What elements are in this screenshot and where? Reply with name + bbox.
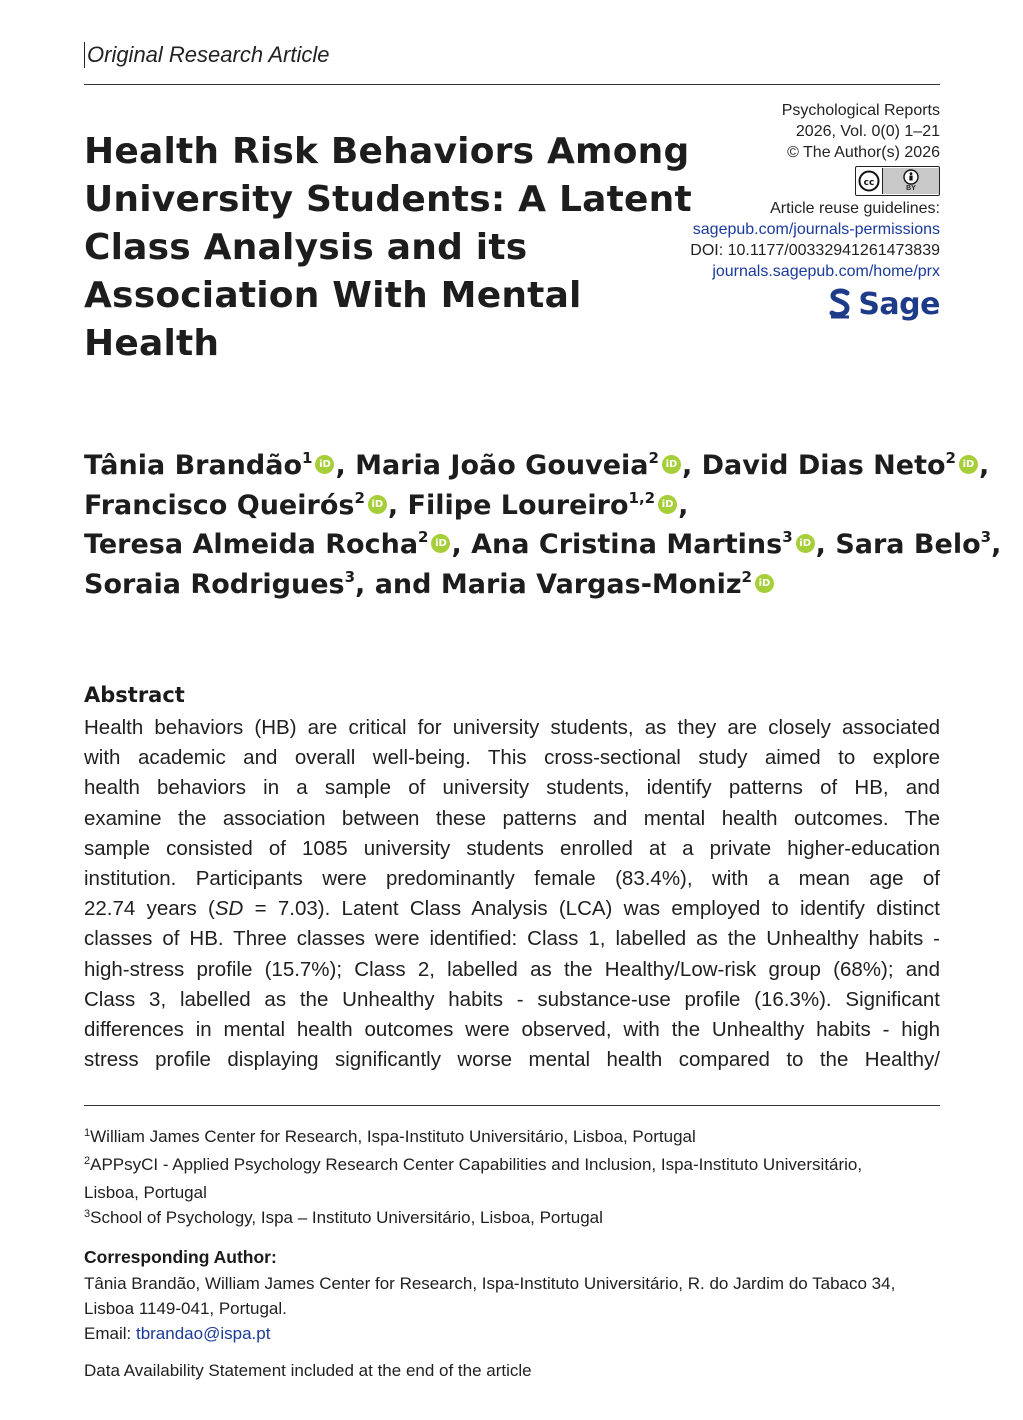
author-conjunction: and (374, 568, 432, 600)
sage-wordmark: Sage (858, 286, 940, 322)
abstract-line: sample consisted of 1085 university students enrolled at a private higher-education (84, 836, 940, 860)
author-list: Tânia Brandão$^1$ iD , Maria João Gouveia$^2$ iD , David Dias Neto$^2$ iD , Francisco Queirós$^2$ iD , Filipe Loureiro$^{1,2}$ iD , Teresa Almeida Rocha$^2$ iD , Ana Cristina Martins$^3$ iD , Sara Belo$^3$, Soraia Rodrigues$^3$, and Maria Vargas-Moniz$^2$ iD (84, 449, 1002, 600)
affiliation-text-cont: Lisboa, Portugal (84, 1183, 207, 1202)
author-affil-sup: 2 (418, 528, 429, 546)
author-affil-sup: 2 (648, 449, 659, 467)
top-divider (84, 84, 940, 85)
title-line: Association With Mental (84, 275, 582, 316)
abstract-line: examine the association between these patterns and mental health outcomes. The (84, 806, 940, 830)
author-affil-sup: 1 (302, 449, 313, 467)
author-name: Soraia Rodrigues (84, 568, 345, 600)
author-name: Sara Belo (835, 529, 981, 560)
author-name: Tânia Brandão (84, 450, 303, 481)
orcid-icon[interactable]: iD (658, 495, 677, 514)
cc-license-badge[interactable] (855, 166, 940, 196)
orcid-icon[interactable]: iD (431, 534, 450, 553)
orcid-icon[interactable]: iD (315, 455, 334, 474)
orcid-icon[interactable]: iD (755, 574, 774, 593)
orcid-icon[interactable]: iD (662, 455, 681, 474)
author-affil-sup: 3 (344, 567, 356, 586)
author-affil-sup: 2 (945, 449, 956, 467)
footnote-divider (84, 1105, 940, 1106)
by-icon (883, 168, 939, 194)
corresponding-address: Tânia Brandão, William James Center for Research, Ispa-Instituto Universitário, R. do Jardim do Tabaco 34, (84, 1274, 896, 1293)
author-affil-sup: 3 (782, 528, 793, 546)
title-line: University Students: A Latent (84, 179, 692, 220)
cc-text: cc (863, 178, 875, 188)
affil-sup: 2 (84, 1155, 91, 1167)
abstract-line: high-stress profile (15.7%); Class 2, labelled as the Healthy/Low-risk group (68%); and (84, 957, 940, 981)
author-affil-sup: 2 (354, 488, 365, 507)
cc-icon (856, 168, 883, 194)
abstract-body (84, 713, 940, 1075)
title-line: Health (84, 323, 220, 364)
journal-link[interactable]: journals.sagepub.com/home/prx (712, 263, 940, 280)
email-label: Email: (84, 1324, 132, 1343)
affil-sup: 1 (84, 1127, 91, 1139)
corresponding-address-cont: Lisboa 1149-041, Portugal. (84, 1299, 287, 1318)
author-affil-sup: 2 (741, 567, 752, 586)
affil-sup: 3 (84, 1208, 91, 1220)
abstract-line: with academic and overall well-being. This cross-sectional study aimed to explore (84, 746, 940, 770)
article-type-label: Original Research Article (84, 42, 330, 68)
data-availability-statement: Data Availability Statement included at the end of the article (84, 1361, 532, 1380)
sage-s-icon (828, 288, 852, 320)
author-name: Filipe Loureiro (407, 489, 629, 521)
author-name: Maria João Gouveia (355, 450, 649, 481)
reuse-link[interactable]: sagepub.com/journals-permissions (692, 221, 940, 238)
corresponding-details (84, 1271, 944, 1346)
journal-name: Psychological Reports (781, 102, 940, 119)
orcid-icon[interactable]: iD (796, 534, 815, 553)
corresponding-heading: Corresponding Author: (84, 1247, 277, 1267)
abstract-line: classes of HB. Three classes were identified: Class 1, labelled as the Unhealthy habits - (84, 927, 940, 951)
affiliations (84, 1124, 944, 1233)
orcid-icon[interactable]: iD (959, 455, 978, 474)
sd-italic: SD (214, 897, 244, 921)
author-name: Francisco Queirós (84, 489, 355, 521)
author-name: Teresa Almeida Rocha (84, 529, 419, 560)
abstract-line: differences in mental health outcomes were observed, with the Unhealthy habits - high (84, 1018, 940, 1042)
affiliation-text: William James Center for Research, Ispa-Instituto Universitário, Lisboa, Portugal (90, 1127, 696, 1146)
abstract-line: health behaviors in a sample of university students, identify patterns of HB, and (84, 776, 940, 800)
abstract-heading: Abstract (84, 683, 185, 707)
author-name: David Dias Neto (701, 450, 946, 481)
title-line: Health Risk Behaviors Among (84, 131, 690, 172)
affiliation-text: School of Psychology, Ispa – Instituto Universitário, Lisboa, Portugal (90, 1208, 603, 1227)
journal-meta (690, 100, 940, 326)
copyright: © The Author(s) 2026 (787, 144, 940, 161)
email-link[interactable]: tbrandao@ispa.pt (135, 1324, 271, 1343)
abstract-line: institution. Participants were predominantly female (83.4%), with a mean age of (84, 867, 940, 891)
author-affil-sup: 3 (980, 528, 992, 546)
author-affil-sup: 1,2 (628, 488, 656, 507)
journal-volume: 2026, Vol. 0(0) 1–21 (795, 123, 940, 140)
author-name: Ana Cristina Martins (471, 529, 783, 560)
author-name: Maria Vargas-Moniz (440, 568, 742, 600)
abstract-line: Class 3, labelled as the Unhealthy habits - substance-use profile (16.3%). Significant (84, 987, 940, 1011)
abstract-line: Health behaviors (HB) are critical for university students, as they are closely associated (84, 716, 940, 739)
orcid-icon[interactable]: iD (368, 495, 387, 514)
doi: DOI: 10.1177/00332941261473839 (690, 242, 940, 259)
title-line: Class Analysis and its (84, 227, 528, 268)
article-title (84, 128, 692, 368)
reuse-label: Article reuse guidelines: (770, 200, 940, 217)
affiliation-text: APPsyCI - Applied Psychology Research Center Capabilities and Inclusion, Ispa-Instituto Universitário, (90, 1155, 863, 1174)
abstract-line: 22.74 years (SD = 7.03). Latent Class Analysis (LCA) was employed to identify distinct (84, 897, 940, 921)
sage-logo (828, 288, 940, 320)
abstract-line: stress profile displaying significantly worse mental health compared to the Healthy/ (84, 1048, 940, 1072)
by-text: BY (906, 185, 916, 192)
